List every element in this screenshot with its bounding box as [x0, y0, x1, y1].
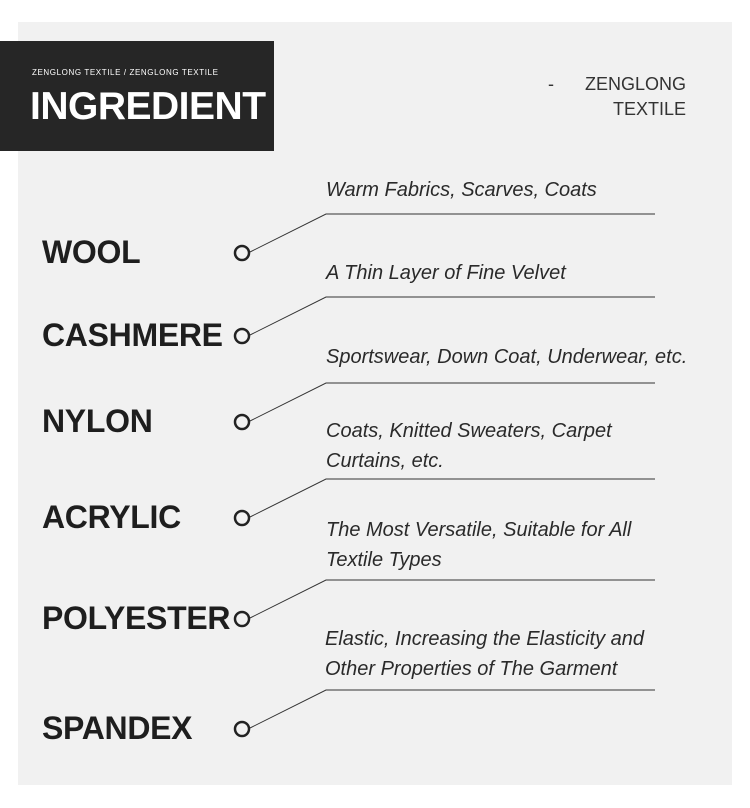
node-cashmere: [235, 329, 249, 343]
description-spandex: Elastic, Increasing the Elasticity and Other Properties of The Garment: [325, 628, 645, 680]
node-acrylic: [235, 511, 249, 525]
description-nylon: Sportswear, Down Coat, Underwear, etc.: [326, 346, 688, 368]
connector-acrylic: [250, 479, 655, 517]
material-wool: WOOL: [42, 234, 141, 270]
brand-line-1: ZENGLONG: [584, 74, 686, 94]
material-nylon: NYLON: [42, 403, 153, 439]
node-wool: [235, 246, 249, 260]
material-spandex: SPANDEX: [42, 710, 193, 746]
material-polyester: POLYESTER: [42, 600, 231, 636]
connector-spandex: [250, 690, 655, 728]
description-polyester: The Most Versatile, Suitable for All Textile Types: [326, 519, 632, 571]
material-acrylic: ACRYLIC: [42, 499, 181, 535]
brand-dash: -: [548, 74, 554, 94]
material-cashmere: CASHMERE: [42, 317, 223, 353]
connector-wool: [250, 214, 655, 252]
node-spandex: [235, 722, 249, 736]
page-title: INGREDIENT: [30, 85, 266, 128]
node-nylon: [235, 415, 249, 429]
connector-polyester: [250, 580, 655, 618]
header-subtitle: ZENGLONG TEXTILE / ZENGLONG TEXTILE: [32, 68, 219, 77]
node-polyester: [235, 612, 249, 626]
description-acrylic: Coats, Knitted Sweaters, Carpet Curtains, etc.: [326, 420, 612, 472]
description-cashmere: A Thin Layer of Fine Velvet: [326, 262, 566, 284]
connector-cashmere: [250, 297, 655, 335]
brand-line-2: TEXTILE: [612, 99, 686, 119]
description-wool: Warm Fabrics, Scarves, Coats: [326, 179, 597, 201]
